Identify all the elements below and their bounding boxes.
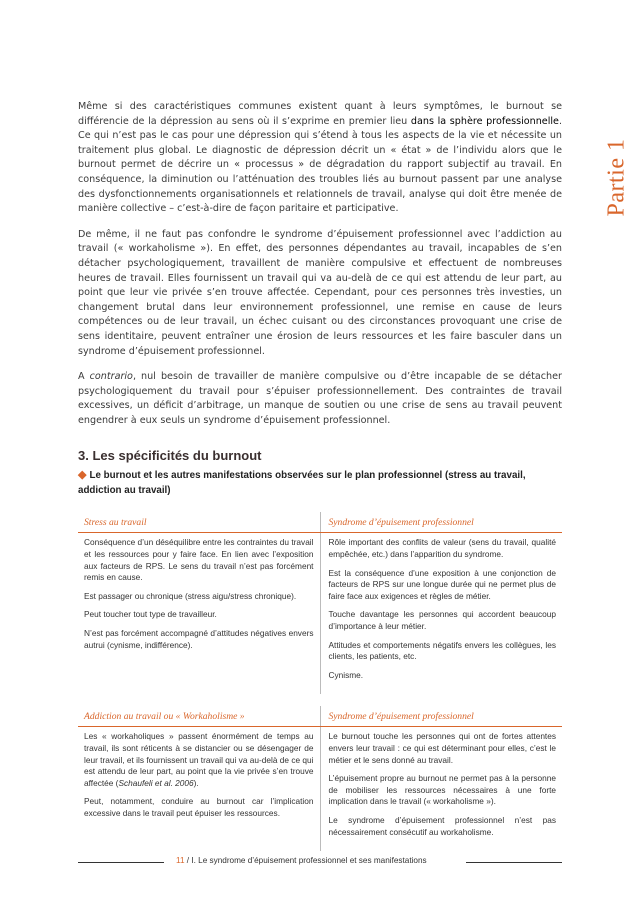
table-cell-paragraph: Peut toucher tout type de travailleur.: [84, 609, 217, 620]
text-run: De même, il ne faut pas confondre le syndrome d’épuisement professionnel avec l’addiction au travail (« workaholisme »). En effet, des personnes dépendantes au travail, incapables de s’en détacher psychologiquement, travaillent de manière compulsive et effectuent de nombreuses heures de travail. Elles fournissent un travail qui va au-delà de ce qui est attendu de leur part, au point que leur vie privée s’en trouve affectée. Cependant, pour ces personnes très investies, un changement brutal dans leur environnement professionnel, une remise en cause de leurs compétences ou de leur travail, un échec cuisant ou des circonstances provoquant une crise de sens identitaire, peuvent entraîner une érosion de leurs ressources et les faire basculer dans un syndrome d’épuisement professionnel.: [78, 228, 562, 357]
table-cell-stress: [78, 533, 320, 694]
table-cell-paragraph: [329, 731, 557, 766]
table-cell-paragraph: Conséquence d’un déséquilibre entre les contraintes du travail et les ressources pour y faire face. En lien avec l’exposition aux facteurs de RPS. Le sens du travail n’est pas forcément remis en cause.: [84, 537, 314, 583]
table-cell-paragraph: Touche davantage les personnes qui accordent beaucoup d’importance à leur métier.: [328, 609, 556, 632]
body-paragraph: [78, 100, 562, 217]
footer-chapter-title: I. Le syndrome d’épuisement professionnel et ses manifestations: [191, 856, 427, 865]
text-run: A: [78, 371, 90, 383]
part-tab-label: Partie 1: [603, 138, 630, 216]
italic-text: contrario: [89, 371, 133, 383]
table-cell-paragraph: [84, 796, 314, 819]
table-cell-paragraph: Est la conséquence d’une exposition à une conjonction de facteurs de RPS sur une longue durée qui ne permet plus de faire face aux exigences et règles de métier.: [328, 567, 556, 601]
table-cell-burnout-2: [320, 727, 562, 851]
text-run: ).: [193, 777, 199, 788]
text-run: . Ce qui n’est pas le cas pour une dépression qui s’étend à tous les aspects de la vie et nécessite un traitement plus global. Le diagnostic de dépression décrit un « état » de l’individu alors que le burnout permet de décrire un « processus » de dégradation du rapport subjectif au travail. En conséquence, la diminution ou l’atténuation des troubles liés au burnout passent par une analyse des dysfonctionnements organisationnels et relationnels de travail, analyse qui doit être menée de manière collective – c’est-à-dire de façon paritaire et participative.: [78, 115, 562, 215]
footer-text: [176, 856, 427, 865]
emphasis-text: dans la sphère professionnelle: [410, 115, 559, 127]
text-run: Peut, notamment, conduire au burnout car l’implication excessive dans le travail peut épuiser les ressources.: [84, 796, 314, 818]
page-footer: [78, 856, 562, 868]
table-cell-paragraph: N’est pas forcément accompagné d’attitudes négatives envers autrui (cynisme, indifférence).: [84, 628, 314, 650]
table-cell-paragraph: Rôle important des conflits de valeur (sens du travail, qualité empêchée, etc.) dans l’apparition du syndrome.: [328, 537, 556, 560]
footer-separator: /: [184, 856, 192, 865]
text-run: Même si des caractéristiques communes existent quant à leurs symptômes, le burnout se différencie de la dépression au sens où il s’exprime en premier lieu: [78, 101, 562, 127]
footer-rule-right: [466, 862, 562, 863]
table-cell-paragraph: Attitudes et comportements négatifs envers les collègues, les clients, les patients, etc.: [328, 639, 556, 662]
page-number: 11: [176, 856, 185, 865]
text-run: Les « workaholiques » passent énormément de temps au travail, ils sont réticents à se distancier ou se désengager de leur travail, et ils fournissent un travail qui va au-delà de ce qui est attendu de leur part, au point que la vie privée s’en trouve affectée (: [84, 731, 314, 788]
comparison-table-workaholism: [78, 706, 562, 851]
italic-text: Schaufeli et al. 2006: [118, 777, 194, 788]
diamond-bullet-icon: ◆: [78, 469, 87, 482]
section-title: 3. Les spécificités du burnout: [78, 448, 262, 464]
table-header-workaholism: Addiction au travail ou « Workaholisme »: [78, 706, 320, 727]
text-run: L’épuisement propre au burnout ne permet pas à la personne de mobiliser les ressources nécessaires à une forte implication dans le travail (« workaholisme »).: [328, 773, 556, 807]
text-run: Le syndrome d’épuisement professionnel n’est pas nécessairement consécutif au workaholisme.: [328, 814, 556, 837]
table-cell-paragraph: Est passager ou chronique (stress aigu/stress chronique).: [84, 590, 297, 601]
main-content: [78, 100, 562, 863]
table-header-burnout-2: Syndrome d’épuisement professionnel: [320, 706, 562, 727]
table-cell-paragraph: [84, 731, 314, 789]
section-subheading-text: Le burnout et les autres manifestations observées sur le plan professionnel (stress au travail, addiction au travail): [78, 470, 526, 497]
table-header-burnout: Syndrome d’épuisement professionnel: [320, 512, 562, 533]
table-cell-paragraph: [329, 815, 557, 838]
table-cell-workaholism: [78, 727, 320, 851]
table-cell-burnout: [320, 533, 562, 694]
body-paragraph: [78, 370, 562, 428]
table-header-stress: Stress au travail: [78, 512, 320, 533]
comparison-table-stress: [78, 512, 562, 694]
footer-rule-left: [78, 862, 164, 863]
table-cell-paragraph: [329, 773, 557, 808]
body-paragraph: [78, 228, 562, 359]
intro-paragraphs: [78, 100, 562, 428]
text-run: , nul besoin de travailler de manière compulsive ou d’être incapable de se détacher psychologiquement du travail pour s’épuiser professionnellement. Des contraintes de travail excessives, un déficit d’arbitrage, un manque de soutien ou une crise de sens au travail peuvent engendrer à eux seuls un syndrome d’épuisement professionnel.: [78, 371, 562, 426]
section-subheading: [78, 468, 562, 498]
text-run: Le burnout touche les personnes qui ont de fortes attentes envers leur travail : ce qui est déterminant pour elles, c’est le métier et le sens donné au travail.: [328, 731, 556, 765]
part-tab: [604, 132, 630, 222]
table-cell-paragraph: Cynisme.: [328, 669, 364, 680]
